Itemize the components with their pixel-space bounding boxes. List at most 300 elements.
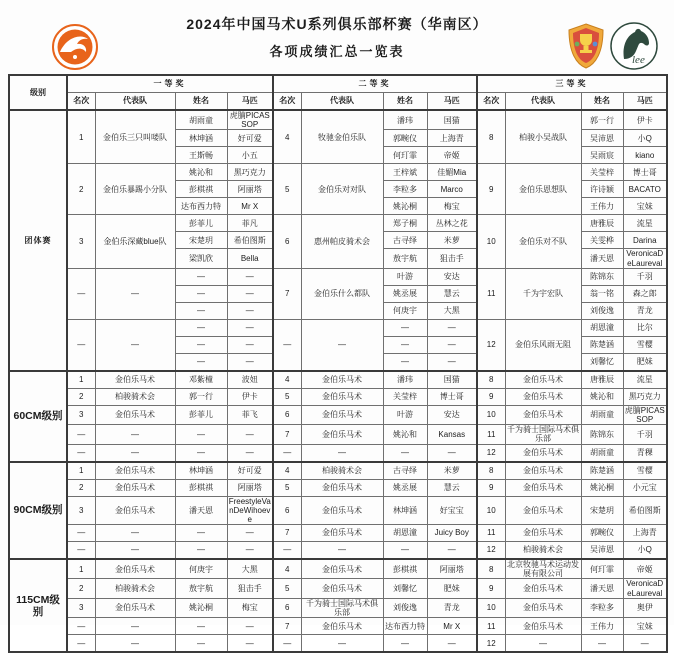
horse-name-cell: Juicy Boy xyxy=(427,525,477,542)
rider-name-cell: 刘馨忆 xyxy=(383,579,427,598)
horse-name-cell: 上海青 xyxy=(623,525,667,542)
rank-cell: 4 xyxy=(273,559,301,579)
cup-crest-icon xyxy=(566,22,606,70)
horse-name-cell: — xyxy=(227,302,273,319)
rider-name-cell: — xyxy=(175,285,227,302)
rank-cell: 2 xyxy=(67,164,95,215)
rider-name-cell: 刘俊逸 xyxy=(383,598,427,617)
horse-name-cell: — xyxy=(227,268,273,285)
horse-name-cell: 虎腩PICASSOP xyxy=(623,405,667,424)
horse-name-cell: 千羽 xyxy=(623,268,667,285)
horse-name-cell: — xyxy=(427,635,477,653)
rank-cell: 1 xyxy=(67,462,95,480)
horse-name-cell: FreestyleVanDeWihoeve xyxy=(227,496,273,525)
horse-name-cell: 博士哥 xyxy=(427,388,477,405)
rider-name-cell: — xyxy=(383,542,427,560)
horse-name-cell: 虎腩PICASSOP xyxy=(227,110,273,130)
horse-name-cell: 宝妹 xyxy=(623,618,667,635)
rank-cell: — xyxy=(67,425,95,444)
team-cell: 金伯乐对不队 xyxy=(505,215,581,268)
horse-name-cell: 菲飞 xyxy=(227,405,273,424)
rank-cell: 8 xyxy=(477,371,505,389)
team-cell: — xyxy=(95,525,175,542)
horse-name-cell: 肥妹 xyxy=(623,353,667,371)
rank-cell: 10 xyxy=(477,598,505,617)
rider-name-cell: — xyxy=(175,336,227,353)
rider-name-cell: 郭畹仪 xyxy=(383,130,427,147)
team-cell: 金伯乐马术 xyxy=(301,425,383,444)
rank-cell: 1 xyxy=(67,559,95,579)
rank-cell: 6 xyxy=(273,405,301,424)
team-cell: 金伯乐马术 xyxy=(505,405,581,424)
rank-cell: 3 xyxy=(67,215,95,268)
team-cell: 北京牧驰马术运动发展有限公司 xyxy=(507,560,579,579)
horse-name-cell: — xyxy=(227,618,273,635)
table-row xyxy=(9,542,667,560)
rider-name-cell: 吴沛恩 xyxy=(581,130,623,147)
rank-cell: 4 xyxy=(273,371,301,389)
horse-name-cell: 菲凡 xyxy=(227,215,273,232)
table-row xyxy=(9,444,667,462)
team-cell: 金伯乐风雨无阻 xyxy=(505,319,581,371)
table-row xyxy=(9,405,667,424)
horse-name-cell: 比尔 xyxy=(623,319,667,336)
team-cell: 千为宇宏队 xyxy=(505,268,581,319)
rider-name-cell: — xyxy=(383,336,427,353)
rider-name-cell: 彭菲儿 xyxy=(175,215,227,232)
team-cell: 柏骏骑术会 xyxy=(505,542,581,560)
rider-name-cell: 邓紫橦 xyxy=(175,371,227,389)
horse-name-cell: 帝姬 xyxy=(427,147,477,164)
horse-name-cell: 小五 xyxy=(227,147,273,164)
rider-name-cell: 何庚宇 xyxy=(175,559,227,579)
rider-name-cell: 关雯桦 xyxy=(581,232,623,249)
horse-name-cell: 肥妹 xyxy=(427,579,477,598)
team-cell: 金伯乐马术 xyxy=(505,525,581,542)
horse-name-cell: 上海青 xyxy=(427,130,477,147)
horse-name-cell: Bella xyxy=(227,249,273,268)
horse-name-cell: — xyxy=(227,319,273,336)
rider-name-cell: 何玎霏 xyxy=(581,559,623,579)
rank-cell: 8 xyxy=(477,559,505,579)
rider-name-cell: 许诗颖 xyxy=(581,181,623,198)
rank-cell: — xyxy=(67,319,95,371)
horse-name-cell: 佳媚Mia xyxy=(427,164,477,181)
team-cell: 金伯乐马术 xyxy=(301,559,383,579)
rank-cell: 9 xyxy=(477,164,505,215)
rider-name-cell: 林坤涵 xyxy=(175,130,227,147)
level-cell: 团体赛 xyxy=(9,110,67,371)
rank-cell: — xyxy=(273,444,301,462)
club-script-label: lee xyxy=(632,54,645,66)
team-cell: — xyxy=(95,542,175,560)
rank-cell: 5 xyxy=(273,579,301,598)
team-header: 代表队 xyxy=(95,93,175,111)
team-cell: 金伯乐马术 xyxy=(301,618,383,635)
rank-cell: 11 xyxy=(477,525,505,542)
rider-name-cell: — xyxy=(383,444,427,462)
rider-name-cell: 王伟力 xyxy=(581,198,623,215)
team-cell: — xyxy=(301,542,383,560)
horse-name-cell: 雪樱 xyxy=(623,462,667,480)
rider-name-cell: 何庚宇 xyxy=(383,302,427,319)
rank-cell: 11 xyxy=(477,425,505,444)
rank-cell: 12 xyxy=(477,319,505,371)
team-cell: 金伯乐马术 xyxy=(505,479,581,496)
rank-cell: 7 xyxy=(273,425,301,444)
horse-name-cell: — xyxy=(427,542,477,560)
table-row xyxy=(9,525,667,542)
rank-cell: — xyxy=(67,542,95,560)
horse-name-cell: 阿丽塔 xyxy=(227,479,273,496)
rider-name-cell: 叶游 xyxy=(383,268,427,285)
table-row xyxy=(9,496,667,525)
rank-cell: 9 xyxy=(477,579,505,598)
rider-name-cell: 宋楚玥 xyxy=(581,496,623,525)
horse-name-cell: 好宝宝 xyxy=(427,496,477,525)
table-row xyxy=(9,319,667,336)
rider-name-cell: 郭一行 xyxy=(175,388,227,405)
team-cell: — xyxy=(505,635,581,653)
rider-name-cell: 姚沁和 xyxy=(383,425,427,444)
team-cell: — xyxy=(95,319,175,371)
team-cell: 柏骏骑术会 xyxy=(301,462,383,480)
horse-name-cell: 希伯图斯 xyxy=(227,232,273,249)
horse-name-cell: 希伯图斯 xyxy=(623,496,667,525)
team-cell: 金伯乐马术 xyxy=(95,462,175,480)
rider-name-cell: — xyxy=(175,268,227,285)
table-row xyxy=(9,164,667,181)
rider-name-cell: 何玎霏 xyxy=(383,147,427,164)
rider-name-cell: — xyxy=(175,444,227,462)
sub-header-row xyxy=(9,93,667,111)
team-header: 代表队 xyxy=(301,93,383,111)
horse-name-cell: kiano xyxy=(623,147,667,164)
name-header: 姓名 xyxy=(383,93,427,111)
third-prize-header: 三等奖 xyxy=(477,75,667,93)
horse-name-cell: 千羽 xyxy=(623,425,667,444)
team-cell: — xyxy=(95,268,175,319)
horse-name-cell: 伊卡 xyxy=(227,388,273,405)
rider-name-cell: 关莹梓 xyxy=(383,388,427,405)
table-row xyxy=(9,425,667,444)
team-cell: 柏骏小吴战队 xyxy=(505,110,581,164)
horse-name-cell: — xyxy=(227,285,273,302)
table-row xyxy=(9,215,667,232)
rider-name-cell: — xyxy=(383,353,427,371)
rider-name-cell: — xyxy=(383,319,427,336)
team-cell: 柏骏骑术会 xyxy=(95,579,175,598)
rider-name-cell: 关莹梓 xyxy=(581,164,623,181)
rider-name-cell: 潘天恩 xyxy=(175,496,227,525)
right-logos xyxy=(566,22,658,70)
horse-name-cell: 丛林之花 xyxy=(427,215,477,232)
team-cell: 金伯乐马术 xyxy=(301,496,383,525)
horse-name-cell: BACATO xyxy=(623,181,667,198)
horse-name-cell: 狙击手 xyxy=(227,579,273,598)
rider-name-cell: 姚沁和 xyxy=(175,164,227,181)
horse-name-cell: Marco xyxy=(427,181,477,198)
horse-name-cell: — xyxy=(427,336,477,353)
rank-cell: 8 xyxy=(477,110,505,164)
team-cell: 金伯乐马术 xyxy=(505,388,581,405)
team-cell: — xyxy=(95,444,175,462)
table-row xyxy=(9,635,667,653)
horse-name-cell: — xyxy=(227,444,273,462)
horse-name-cell: 流星 xyxy=(623,215,667,232)
table-row xyxy=(9,110,667,130)
rank-cell: 9 xyxy=(477,388,505,405)
rank-cell: — xyxy=(273,542,301,560)
rider-name-cell: 翁一铭 xyxy=(581,285,623,302)
rider-name-cell: 古寻绎 xyxy=(383,232,427,249)
rank-header: 名次 xyxy=(67,93,95,111)
sheet-header xyxy=(0,0,674,74)
team-cell: — xyxy=(301,319,383,371)
team-cell: 千为骑士国际马术俱乐部 xyxy=(507,425,579,444)
horse-name-cell: 好可爱 xyxy=(227,130,273,147)
rider-name-cell: 宋楚玥 xyxy=(175,232,227,249)
team-cell: 金伯乐马术 xyxy=(95,559,175,579)
level-column-header: 级别 xyxy=(9,75,67,110)
rank-cell: 1 xyxy=(67,110,95,164)
rider-name-cell: 潘天恩 xyxy=(581,579,623,598)
rank-header: 名次 xyxy=(477,93,505,111)
horse-name-cell: — xyxy=(427,319,477,336)
rank-cell: 10 xyxy=(477,215,505,268)
team-cell: 金伯乐马术 xyxy=(95,598,175,617)
horse-name-cell: — xyxy=(227,542,273,560)
horse-name-cell: 狙击手 xyxy=(427,249,477,268)
rider-name-cell: — xyxy=(175,635,227,653)
horse-name-cell: 黑巧克力 xyxy=(227,164,273,181)
rank-cell: 3 xyxy=(67,405,95,424)
horse-name-cell: — xyxy=(427,444,477,462)
rank-cell: — xyxy=(273,635,301,653)
team-header: 代表队 xyxy=(505,93,581,111)
horse-name-cell: 黑巧克力 xyxy=(623,388,667,405)
horse-name-cell: 奥伊 xyxy=(623,598,667,617)
horse-name-cell: 流星 xyxy=(623,371,667,389)
rider-name-cell: 李粒多 xyxy=(581,598,623,617)
horse-name-cell: 青稞 xyxy=(623,444,667,462)
rank-cell: 6 xyxy=(273,215,301,268)
team-cell: 金伯乐马术 xyxy=(505,371,581,389)
team-cell: 金伯乐马术 xyxy=(301,388,383,405)
rider-name-cell: 刘俊逸 xyxy=(581,302,623,319)
horse-name-cell: VeronicaDeLaureval xyxy=(623,579,667,598)
rider-name-cell: 唐雅辰 xyxy=(581,371,623,389)
team-cell: 千为骑士国际马术俱乐部 xyxy=(301,598,383,617)
horse-name-cell: — xyxy=(227,525,273,542)
rider-name-cell: 吴雨宸 xyxy=(581,147,623,164)
lee-horse-club-icon xyxy=(610,22,658,70)
rider-name-cell: 姚沁和 xyxy=(581,388,623,405)
rider-name-cell: 姚丞展 xyxy=(383,479,427,496)
horse-header: 马匹 xyxy=(427,93,477,111)
rider-name-cell: 古寻绎 xyxy=(383,462,427,480)
rank-cell: 1 xyxy=(67,371,95,389)
rider-name-cell: — xyxy=(175,618,227,635)
rank-cell: 4 xyxy=(273,462,301,480)
level-cell: 115CM级别 xyxy=(9,559,67,652)
team-cell: — xyxy=(301,444,383,462)
rider-name-cell: 唐雅辰 xyxy=(581,215,623,232)
level-cell: 90CM级别 xyxy=(9,462,67,560)
rank-cell: 10 xyxy=(477,496,505,525)
rider-name-cell: 郭畹仪 xyxy=(581,525,623,542)
horse-name-cell: — xyxy=(227,336,273,353)
horse-name-cell: 米萝 xyxy=(427,232,477,249)
team-cell: 金伯乐深藏blue队 xyxy=(95,215,175,268)
rank-cell: 11 xyxy=(477,268,505,319)
rider-name-cell: — xyxy=(175,319,227,336)
table-row xyxy=(9,388,667,405)
team-cell: 金伯乐马术 xyxy=(505,618,581,635)
rider-name-cell: 王梓斌 xyxy=(383,164,427,181)
rider-name-cell: 潘天恩 xyxy=(581,249,623,268)
table-row xyxy=(9,371,667,389)
rider-name-cell: 陈锦东 xyxy=(581,268,623,285)
rank-cell: 12 xyxy=(477,635,505,653)
horse-name-cell: 帝姬 xyxy=(623,559,667,579)
rider-name-cell: 彭菲儿 xyxy=(175,405,227,424)
rank-cell: 12 xyxy=(477,444,505,462)
horse-name-cell: — xyxy=(227,425,273,444)
rank-cell: — xyxy=(67,444,95,462)
horse-name-cell: 雪樱 xyxy=(623,336,667,353)
rank-cell: 5 xyxy=(273,388,301,405)
team-cell: 金伯乐马术 xyxy=(95,479,175,496)
horse-name-cell: 国猫 xyxy=(427,110,477,130)
rider-name-cell: 达布西力特 xyxy=(383,618,427,635)
rider-name-cell: 李粒多 xyxy=(383,181,427,198)
horse-name-cell: 梅宝 xyxy=(227,598,273,617)
team-cell: 金伯乐马术 xyxy=(301,405,383,424)
team-cell: 金伯乐对对队 xyxy=(301,164,383,215)
horse-name-cell: 阿丽塔 xyxy=(227,181,273,198)
horse-name-cell: 阿丽塔 xyxy=(427,559,477,579)
rider-name-cell: 胡雨童 xyxy=(581,405,623,424)
rank-cell: — xyxy=(67,268,95,319)
horse-name-cell: 波妞 xyxy=(227,371,273,389)
rider-name-cell: — xyxy=(175,353,227,371)
team-cell: — xyxy=(95,618,175,635)
rider-name-cell: 敖宇航 xyxy=(383,249,427,268)
rank-cell: 7 xyxy=(273,268,301,319)
rank-cell: 5 xyxy=(273,164,301,215)
rider-name-cell: 郭一行 xyxy=(581,110,623,130)
horse-name-cell: 好可爱 xyxy=(227,462,273,480)
rider-name-cell: 陈楚涵 xyxy=(581,462,623,480)
rank-cell: 6 xyxy=(273,598,301,617)
rider-name-cell: 彭棋祺 xyxy=(175,479,227,496)
horse-name-cell: 安达 xyxy=(427,268,477,285)
rider-name-cell: — xyxy=(175,542,227,560)
rank-cell: 6 xyxy=(273,496,301,525)
rider-name-cell: 叶游 xyxy=(383,405,427,424)
rider-name-cell: 陈楚涵 xyxy=(581,336,623,353)
second-prize-header: 二等奖 xyxy=(273,75,477,93)
level-cell: 60CM级别 xyxy=(9,371,67,462)
horse-name-cell: Kansas xyxy=(427,425,477,444)
team-cell: 金伯乐马术 xyxy=(301,479,383,496)
table-row xyxy=(9,479,667,496)
rank-cell: — xyxy=(67,618,95,635)
horse-name-cell: 小Q xyxy=(623,130,667,147)
horse-name-cell: 慧云 xyxy=(427,479,477,496)
rider-name-cell: 敖宇航 xyxy=(175,579,227,598)
rank-cell: 2 xyxy=(67,388,95,405)
results-table xyxy=(8,74,668,653)
horse-name-cell: 大黑 xyxy=(227,559,273,579)
horse-name-cell: 博士哥 xyxy=(623,164,667,181)
table-row xyxy=(9,579,667,598)
horse-name-cell: Mr X xyxy=(427,618,477,635)
rider-name-cell: — xyxy=(581,635,623,653)
rider-name-cell: 潘玮 xyxy=(383,110,427,130)
rider-name-cell: — xyxy=(175,525,227,542)
team-cell: — xyxy=(301,635,383,653)
table-row xyxy=(9,559,667,579)
sheet-subtitle: 各项成绩汇总一览表 xyxy=(269,44,405,59)
team-cell: 金伯乐马术 xyxy=(505,579,581,598)
rank-cell: — xyxy=(67,635,95,653)
horse-name-cell: 森之郎 xyxy=(623,285,667,302)
horse-name-cell: 伊卡 xyxy=(623,110,667,130)
horse-name-cell: — xyxy=(227,635,273,653)
rider-name-cell: 陈锦东 xyxy=(581,425,623,444)
horse-name-cell: 国猫 xyxy=(427,371,477,389)
rider-name-cell: 彭棋祺 xyxy=(175,181,227,198)
rider-name-cell: 王斯畅 xyxy=(175,147,227,164)
table-row xyxy=(9,268,667,285)
horse-header: 马匹 xyxy=(623,93,667,111)
horse-name-cell: — xyxy=(427,353,477,371)
rank-cell: 3 xyxy=(67,496,95,525)
team-cell: 金伯乐三只叫喽队 xyxy=(95,110,175,164)
horse-name-cell: 青龙 xyxy=(427,598,477,617)
table-row xyxy=(9,462,667,480)
rank-cell: 2 xyxy=(67,579,95,598)
horse-name-cell: 米萝 xyxy=(427,462,477,480)
rank-cell: 7 xyxy=(273,618,301,635)
team-cell: — xyxy=(95,635,175,653)
rank-cell: 7 xyxy=(273,525,301,542)
rider-name-cell: 郑子桐 xyxy=(383,215,427,232)
rank-header: 名次 xyxy=(273,93,301,111)
rider-name-cell: 胡雨童 xyxy=(175,110,227,130)
rider-name-cell: — xyxy=(175,425,227,444)
first-prize-header: 一等奖 xyxy=(67,75,273,93)
team-cell: 金伯乐恩想队 xyxy=(505,164,581,215)
rider-name-cell: 林坤涵 xyxy=(175,462,227,480)
team-cell: 牧驰金伯乐队 xyxy=(301,110,383,164)
rank-cell: 12 xyxy=(477,542,505,560)
horse-name-cell: 梅宝 xyxy=(427,198,477,215)
rider-name-cell: 胡恩潼 xyxy=(581,319,623,336)
rank-cell: 11 xyxy=(477,618,505,635)
table-row xyxy=(9,618,667,635)
team-cell: 金伯乐马术 xyxy=(301,371,383,389)
horse-name-cell: — xyxy=(227,353,273,371)
sheet-title: 2024年中国马术U系列俱乐部杯赛（华南区） xyxy=(186,16,488,32)
team-cell: 金伯乐什么都队 xyxy=(301,268,383,319)
team-cell: 金伯乐马术 xyxy=(505,598,581,617)
rider-name-cell: 姚沁桐 xyxy=(175,598,227,617)
rider-name-cell: 潘玮 xyxy=(383,371,427,389)
name-header: 姓名 xyxy=(581,93,623,111)
